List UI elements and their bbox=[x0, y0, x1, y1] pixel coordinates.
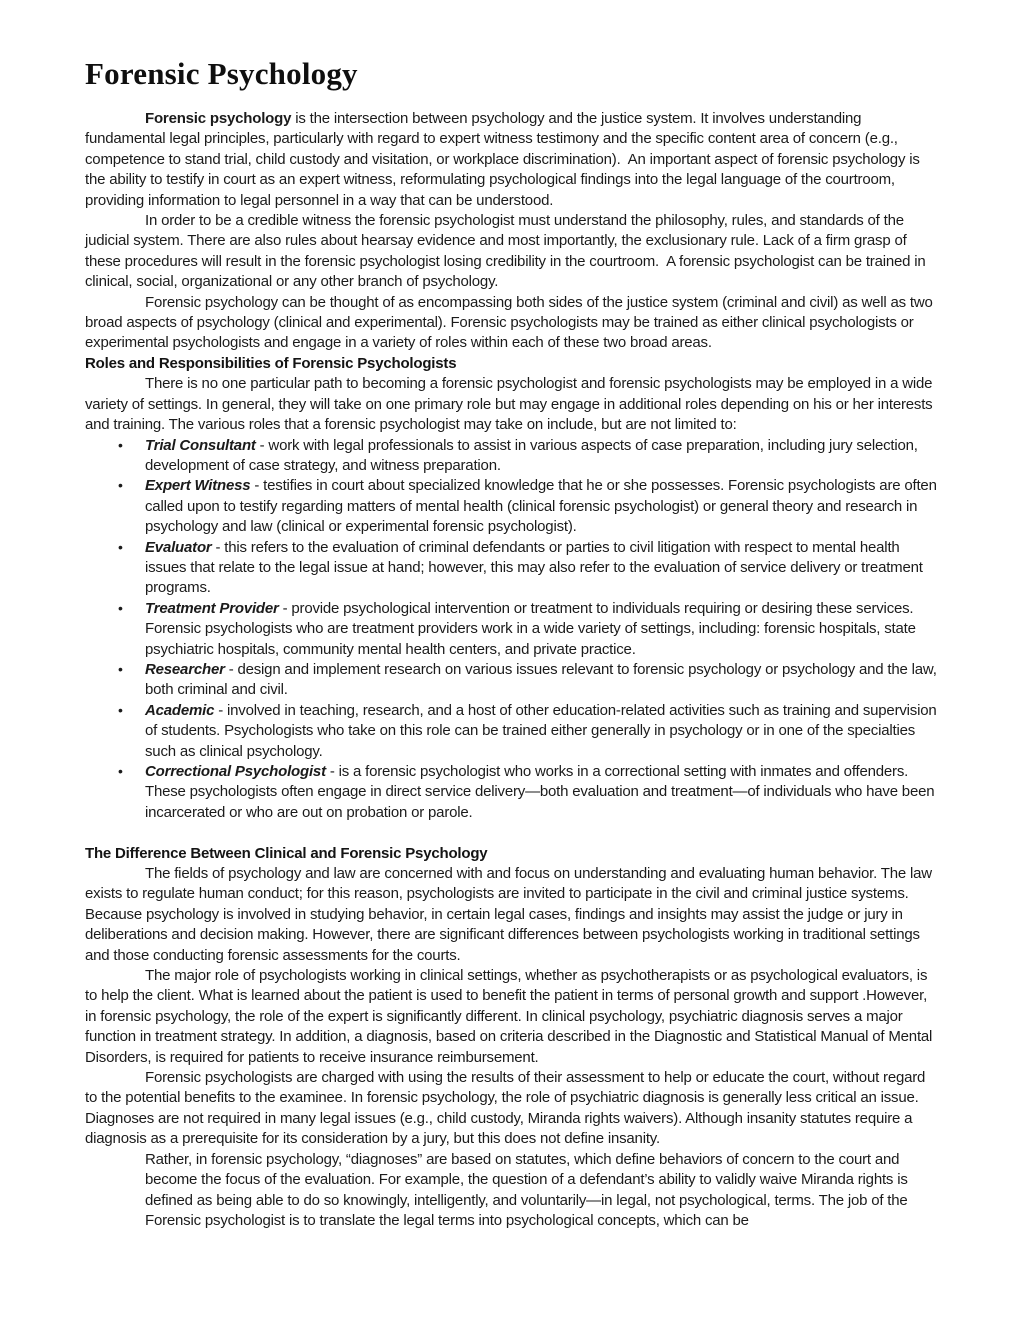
paragraph bbox=[85, 864, 937, 966]
paragraph bbox=[145, 1150, 937, 1232]
list-item bbox=[85, 701, 941, 762]
bullet-description: - provide psychological intervention or treatment to individuals requiring or desiring these services. Forensic psychologists who are treatment providers work in a wide variety of settings, including: forensic hospitals, state psychiatric hospitals, community mental health centers, and private practice. bbox=[145, 599, 920, 658]
bullet-term: Researcher bbox=[145, 660, 225, 678]
section-heading: The Difference Between Clinical and Forensic Psychology bbox=[85, 844, 488, 862]
bullet-description: - work with legal professionals to assist in various aspects of case preparation, including jury selection, development of case strategy, and witness preparation. bbox=[145, 436, 922, 474]
blank-line bbox=[85, 823, 937, 843]
bullet-icon: • bbox=[118, 701, 123, 718]
bullet-icon: • bbox=[118, 599, 123, 616]
text-run: There is no one particular path to becoming a forensic psychologist and forensic psychologists may be employed in a wide variety of settings. In general, they will take on one primary role but may engage in additional roles depending on his or her interests and training. The various roles that a forensic psychologist may take on include, but are not limited to: bbox=[85, 375, 937, 434]
document-body bbox=[85, 109, 941, 1231]
text-run: In order to be a credible witness the forensic psychologist must understand the philosophy, rules, and standards of the judicial system. There are also rules about hearsay evidence and most importantly, the exclusionary rule. Lack of a firm grasp of these procedures will result in the forensic psychologist losing credibility in the courtroom. A forensic psychologist can be trained in clinical, social, organizational or any other branch of psychology. bbox=[85, 212, 930, 291]
text-run: The fields of psychology and law are concerned with and focus on understanding and evaluating human behavior. The law exists to regulate human conduct; for this reason, psychologists are invited to participate in the civil and criminal justice systems. Because psychology is involved in studying behavior, in certain legal cases, findings and insights may assist the judge or jury in deliberations and decision making. However, there are significant differences between psychologists working in traditional settings and those conducting forensic assessments for the courts. bbox=[85, 865, 936, 964]
list-item bbox=[85, 660, 941, 701]
list-item bbox=[85, 762, 937, 823]
bullet-icon: • bbox=[118, 763, 123, 779]
paragraph bbox=[85, 293, 937, 354]
bullet-description: - testifies in court about specialized knowledge that he or she possesses. Forensic psychologists are often called upon to testify regarding matters of mental health (clinical forensic psychologist) or general theory and research in psychology and law (clinical or experimental forensic psychologist). bbox=[145, 477, 941, 536]
list-item bbox=[85, 476, 941, 537]
bold-run: Forensic psychology bbox=[145, 110, 292, 127]
paragraph bbox=[85, 966, 937, 1068]
bullet-term: Trial Consultant bbox=[145, 436, 256, 454]
text-run: is the intersection between psychology and the justice system. It involves understanding fundamental legal principles, particularly with regard to expert witness testimony and the specific content area of concern (e.g., competence to stand trial, child custody and visitation, or workplace discrimination). An important aspect of forensic psychology is the ability to testify in court as an expert witness, reformulating psychological findings into the legal language of the courtroom, providing information to legal personnel in a way that can be understood. bbox=[85, 110, 924, 209]
bullet-term: Evaluator bbox=[145, 538, 212, 556]
bullet-description: - is a forensic psychologist who works in a correctional setting with inmates and offenders. These psychologists often engage in direct service delivery—both evaluation and treatment—of individuals who have been incarcerated or who are out on probation or parole. bbox=[145, 763, 939, 821]
bullet-icon: • bbox=[118, 477, 123, 494]
text-run: The major role of psychologists working in clinical settings, whether as psychotherapists or as psychological evaluators, is to help the client. What is learned about the patient is used to benefit the patient in terms of personal growth and support .However, in forensic psychology, the role of the expert is significantly different. In clinical psychology, psychiatric diagnosis serves a major function in treatment strategy. In addition, a diagnosis, based on criteria described in the Diagnostic and Statistical Manual of Mental Disorders, is required for patients to receive insurance reimbursement. bbox=[85, 967, 937, 1066]
bullet-description: - design and implement research on various issues relevant to forensic psychology or psychology and the law, both criminal and civil. bbox=[145, 660, 941, 699]
bullet-description: - involved in teaching, research, and a host of other education-related activities such as training and supervision of students. Psychologists who take on this role can be trained either generally in psychology or in one of the specialties such as clinical psychology. bbox=[145, 701, 941, 760]
document-title: Forensic Psychology bbox=[85, 56, 358, 91]
bullet-term: Treatment Provider bbox=[145, 599, 279, 617]
bullet-term: Expert Witness bbox=[145, 477, 251, 495]
list-item bbox=[85, 538, 937, 599]
bullet-icon: • bbox=[118, 660, 123, 677]
paragraph bbox=[85, 109, 937, 211]
text-run: Forensic psychology can be thought of as encompassing both sides of the justice system (criminal and civil) as well as two broad aspects of psychology (clinical and experimental). Forensic psychologists may be trained as either clinical psychologists or experimental psychologists and engage in a variety of roles within each of these two broad areas. bbox=[85, 293, 937, 352]
paragraph bbox=[85, 1068, 937, 1150]
bullet-term: Correctional Psychologist bbox=[145, 763, 326, 780]
paragraph bbox=[85, 211, 937, 293]
list-item bbox=[85, 436, 937, 477]
section-heading: Roles and Responsibilities of Forensic Psychologists bbox=[85, 354, 457, 372]
bullet-icon: • bbox=[118, 436, 123, 453]
bullet-list bbox=[85, 436, 941, 824]
text-run: Forensic psychologists are charged with using the results of their assessment to help or educate the court, without regard to the potential benefits to the examinee. In forensic psychology, the role of psychiatric diagnosis is generally less critical an issue. Diagnoses are not required in many legal issues (e.g., child custody, Miranda rights waivers). Although insanity statutes require a diagnosis as a prerequisite for its consideration by a jury, but this does not define insanity. bbox=[85, 1069, 930, 1148]
text-run: Rather, in forensic psychology, “diagnoses” are based on statutes, which define behaviors of concern to the court and become the focus of the evaluation. For example, the question of a defendant’s ability to validly waive Miranda rights is defined as being able to do so knowingly, intelligently, and voluntarily—in legal, not psychological, terms. The job of the Forensic psychologist is to translate the legal terms into psychological concepts, which can be bbox=[145, 1150, 912, 1229]
list-item bbox=[85, 599, 937, 660]
paragraph bbox=[85, 374, 937, 435]
bullet-description: - this refers to the evaluation of criminal defendants or parties to civil litigation with respect to mental health issues that relate to the legal issue at hand; however, this may also refer to the evaluation of service delivery or treatment programs. bbox=[145, 538, 927, 597]
bullet-term: Academic bbox=[145, 701, 215, 719]
bullet-icon: • bbox=[118, 538, 123, 555]
